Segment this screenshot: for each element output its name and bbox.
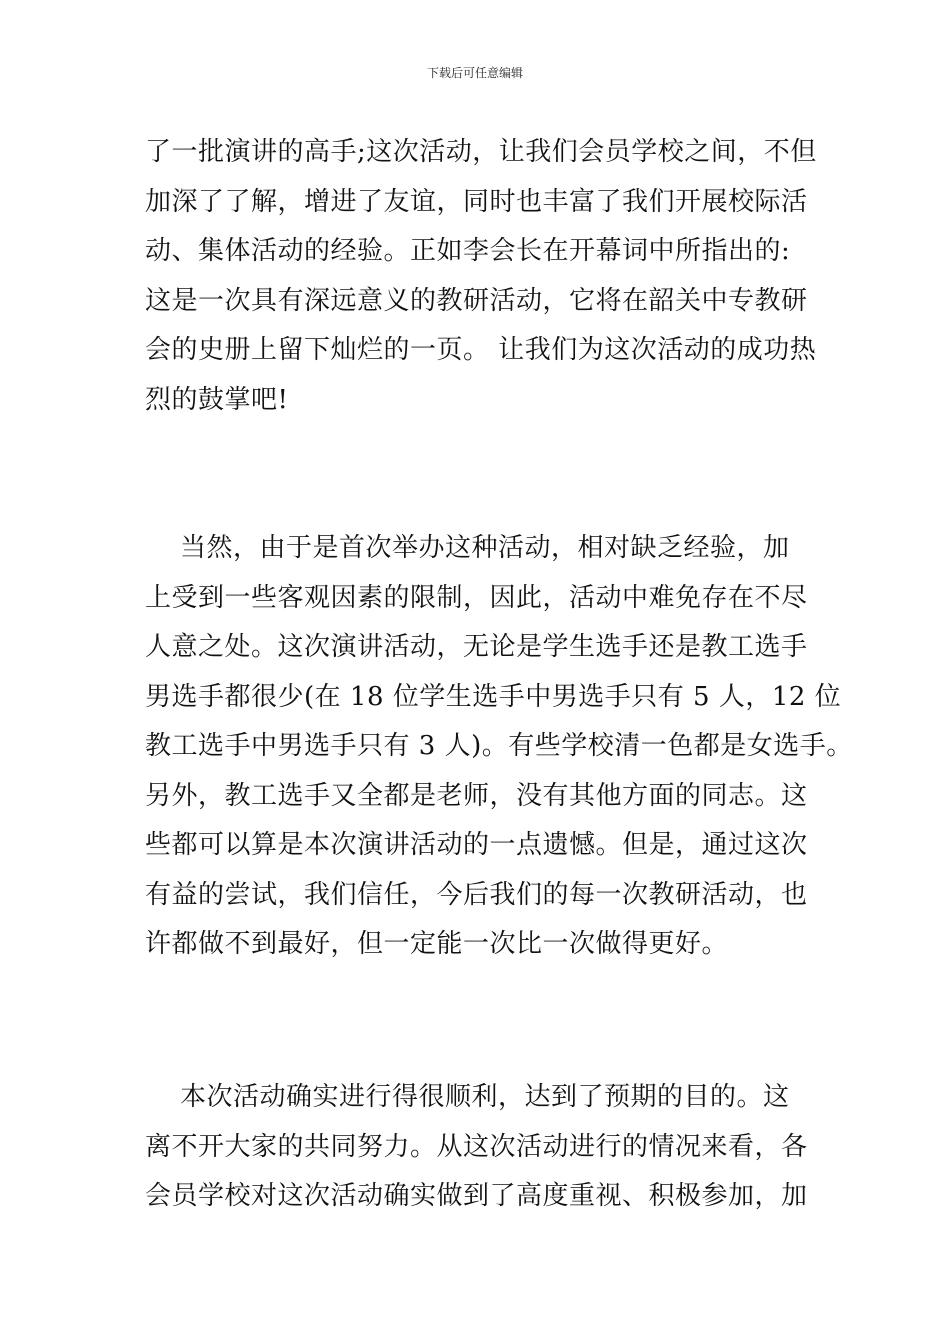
- text-line: 人意之处。这次演讲活动，无论是学生选手还是教工选手: [145, 632, 808, 662]
- text-line: 上受到一些客观因素的限制，因此，活动中难免存在不尽: [145, 582, 808, 613]
- page-header: [0, 64, 950, 82]
- paragraph: [145, 1073, 825, 1222]
- text-line: 会的史册上留下灿烂的一页。 让我们为这次活动的成功热: [145, 335, 817, 365]
- paragraph: [145, 524, 853, 970]
- text-line: 许都做不到最好，但一定能一次比一次做得更好。: [145, 929, 729, 959]
- text-line: 些都可以算是本次演讲活动的一点遗憾。但是，通过这次: [145, 830, 808, 860]
- paragraph: [145, 128, 825, 425]
- text-line: 动、集体活动的经验。正如李会长在开幕词中所指出的:: [145, 236, 791, 266]
- text-line: 当然，由于是首次举办这种活动，相对缺乏经验，加: [145, 533, 790, 563]
- text-line: 本次活动确实进行得很顺利，达到了预期的目的。这: [145, 1082, 790, 1112]
- text-line: 加深了了解，增进了友谊，同时也丰富了我们开展校际活: [145, 186, 808, 217]
- text-line: 有益的尝试，我们信任，今后我们的每一次教研活动，也: [145, 879, 808, 910]
- header-note: 下载后可任意编辑: [426, 66, 523, 80]
- text-line: 教工选手中男选手只有 3 人)。有些学校清一色都是女选手。: [145, 731, 853, 761]
- text-line: 烈的鼓掌吧!: [145, 384, 289, 415]
- text-line: 了一批演讲的高手;这次活动，让我们会员学校之间，不但: [145, 137, 817, 167]
- text-line: 这是一次具有深远意义的教研活动，它将在韶关中专教研: [145, 285, 808, 316]
- text-line: 离不开大家的共同努力。从这次活动进行的情况来看，各: [145, 1131, 808, 1162]
- text-line: 男选手都很少(在 18 位学生选手中男选手只有 5 人，12 位: [145, 681, 842, 712]
- text-line: 另外，教工选手又全都是老师，没有其他方面的同志。这: [145, 780, 808, 811]
- text-line: 会员学校对这次活动确实做到了高度重视、积极参加，加: [145, 1181, 808, 1211]
